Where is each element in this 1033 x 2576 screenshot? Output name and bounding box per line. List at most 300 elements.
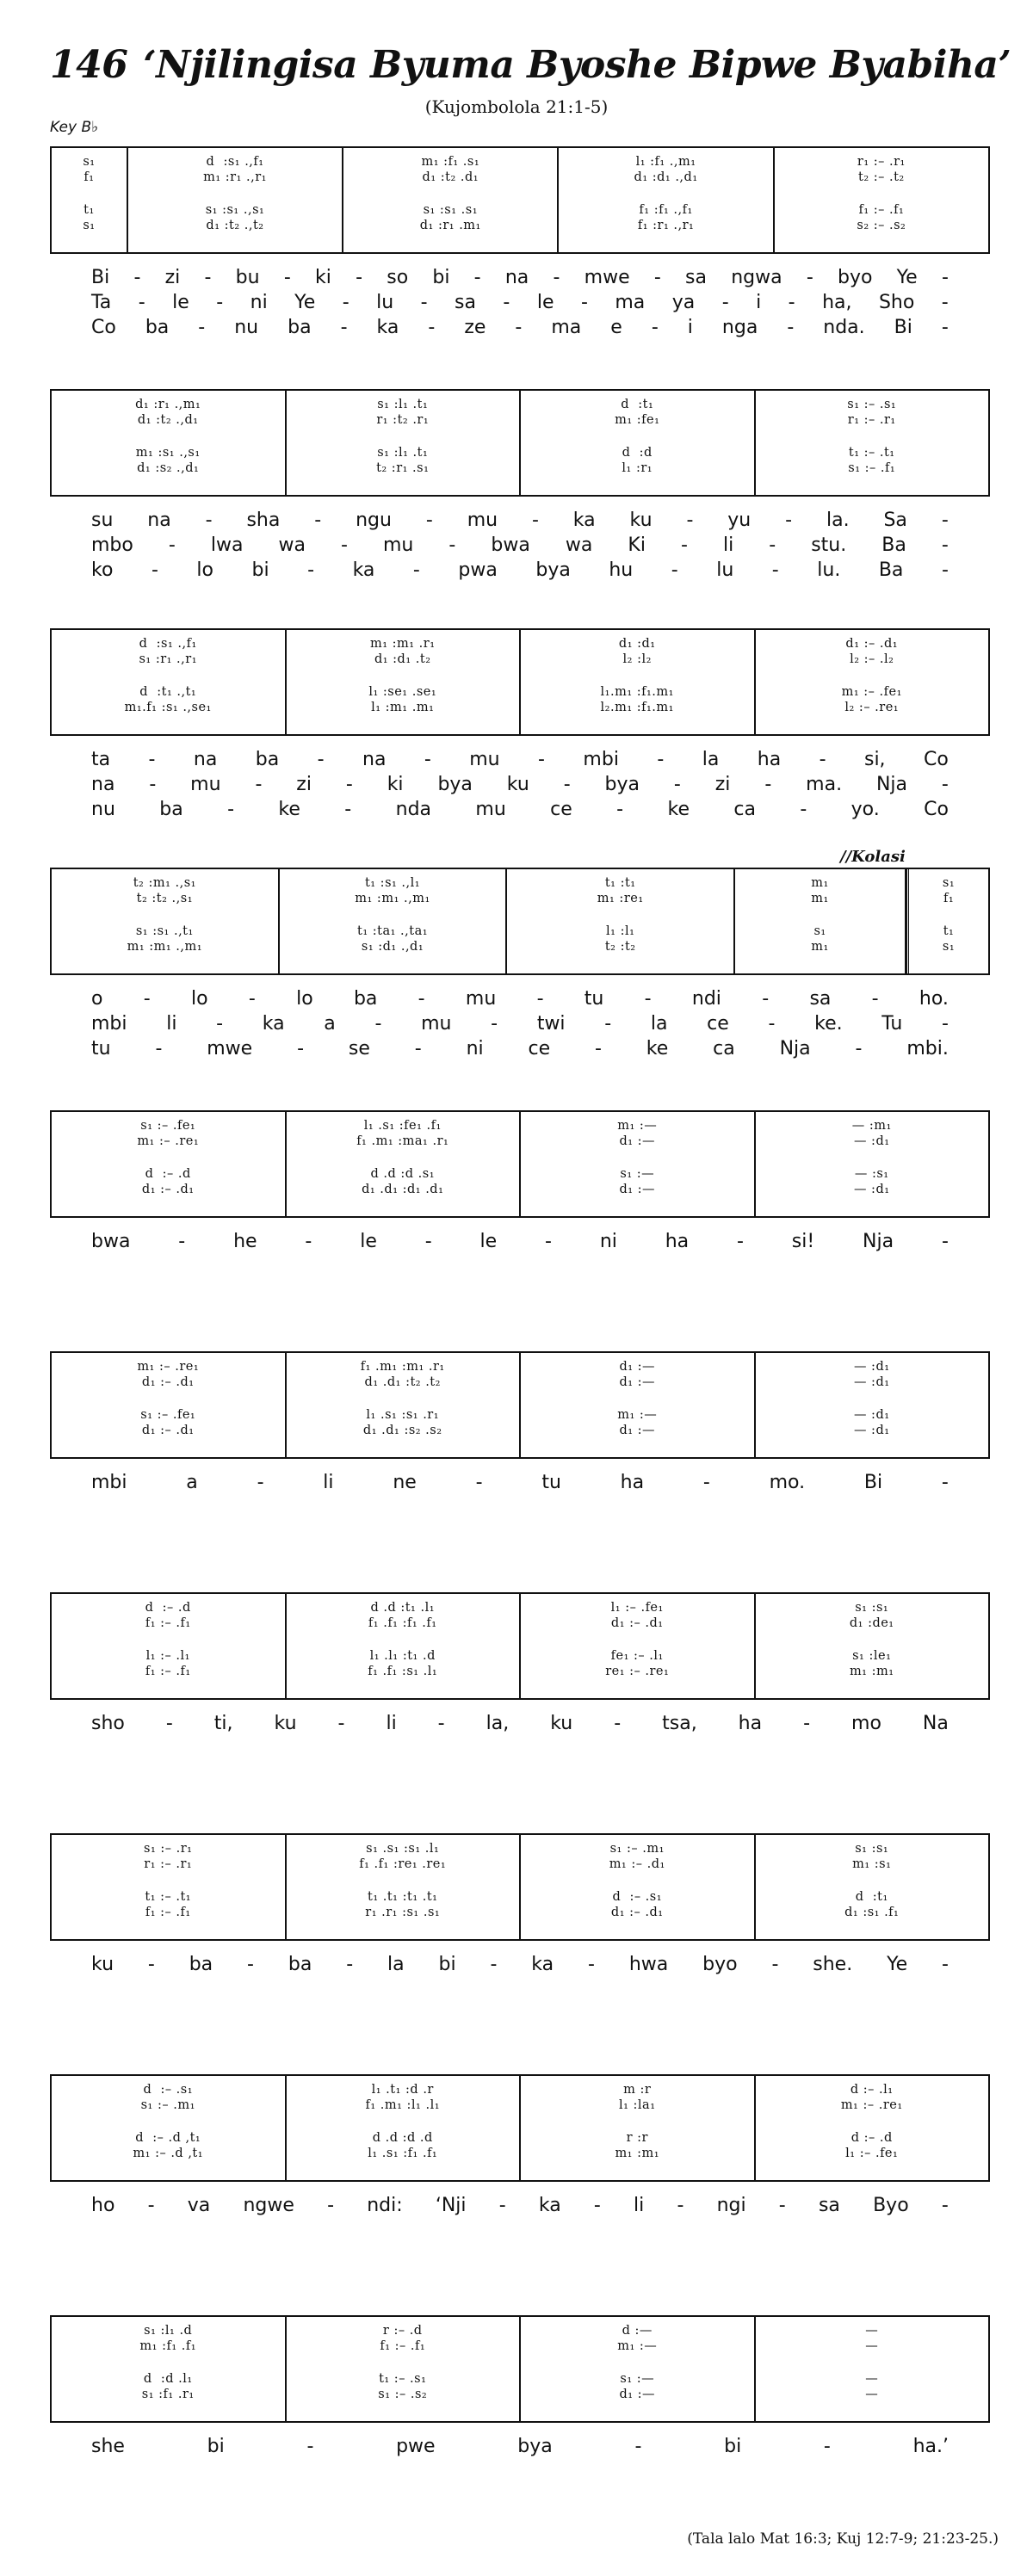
lyric-syllable: sha (246, 510, 281, 531)
solfa-part-line: d :– .l₁ (850, 2083, 894, 2097)
lyric-syllable: bi (438, 1954, 456, 1975)
lyric-syllable: - (345, 774, 353, 795)
solfa-part-line: m₁ :r₁ .,r₁ (203, 170, 267, 184)
solfa-part-line: s₁ (942, 940, 956, 954)
lyric-syllable: hu (609, 559, 634, 581)
lyric-syllable: lwa (210, 534, 244, 556)
lyric-syllable: Nja (779, 1038, 811, 1059)
solfa-part-line: s₁ :s₁ (855, 1842, 889, 1856)
lyric-syllable: va (187, 2195, 211, 2216)
lyric-syllable: - (490, 1954, 498, 1975)
measure (287, 630, 522, 734)
lyric-syllable: - (941, 317, 949, 338)
lyric-verse-line (50, 799, 990, 824)
solfa-part-line: — (865, 2388, 879, 2401)
lyric-syllable: ti, (213, 1713, 233, 1734)
solfa-part-line: d₁ :— (619, 1183, 656, 1196)
solfa-part-line: d₁ :– .d₁ (845, 637, 899, 651)
solfa-part-line: m₁ :f₁ .f₁ (139, 2339, 197, 2353)
lyric-syllable: - (255, 774, 263, 795)
lyric-syllable: byo (702, 1954, 738, 1975)
lyric-syllable: ya (671, 292, 696, 313)
lyric-syllable: - (475, 1472, 483, 1493)
solfa-part-line: t₁ :ta₁ .,ta₁ (357, 924, 429, 938)
scripture-reference: (Kujombolola 21:1-5) (424, 96, 609, 117)
lyric-syllable: ce (550, 799, 572, 820)
lyric-syllable: a (324, 1013, 336, 1035)
lyric-syllable: bwa (491, 534, 530, 556)
lyric-syllable: Co (91, 317, 116, 338)
lyric-syllable: mu (467, 510, 498, 531)
lyric-syllable: zi (164, 267, 181, 288)
solfa-part-line: l₁ :l₁ (606, 924, 635, 938)
solfa-part-line: d₁ :d₁ (618, 637, 656, 651)
solfa-part-line: m :r (623, 2083, 652, 2097)
solfa-part-line: t₁ :t₁ (604, 876, 636, 890)
solfa-part-line: m₁ :m₁ .,m₁ (355, 892, 430, 905)
solfa-part-line: l₁ .s₁ :s₁ .r₁ (366, 1408, 440, 1422)
solfa-part-line: s₁ :– .s₁ (847, 398, 897, 411)
solfa-part-line: m₁ :– .re₁ (137, 1360, 200, 1374)
lyric-verse-line (50, 1954, 990, 1979)
score-system (50, 1833, 990, 1941)
lyric-syllable: - (414, 1038, 422, 1059)
lyric-syllable: la, (486, 1713, 510, 1734)
lyric-syllable: - (942, 1013, 949, 1035)
solfa-part-line: f₁ :– .f₁ (145, 1616, 191, 1630)
solfa-part-line: d :d (622, 446, 653, 460)
lyric-syllable: ki (314, 267, 331, 288)
lyric-syllable: - (764, 774, 772, 795)
lyric-syllable: - (680, 534, 688, 556)
lyric-syllable: ba (255, 749, 280, 770)
solfa-part-line: s₁ :s₁ (855, 1601, 889, 1615)
solfa-part-line: m₁ :m₁ (849, 1665, 894, 1678)
lyric-syllable: ha (757, 749, 782, 770)
lyric-syllable: sa (809, 988, 832, 1010)
lyric-syllable: - (341, 534, 348, 556)
solfa-part-line: d₁ :s₂ .,d₁ (137, 461, 200, 475)
solfa-part-line: — :s₁ (854, 1167, 889, 1181)
solfa-part-line: d :– .d (851, 2131, 893, 2145)
measure (521, 1353, 756, 1457)
solfa-part-line: — :m₁ (851, 1119, 892, 1133)
solfa-part-line: l₁ :f₁ .,m₁ (635, 155, 696, 169)
lyric-syllable: he (233, 1231, 257, 1252)
solfa-part-line: s₁ :– .m₁ (140, 2098, 195, 2112)
lyric-syllable: ngwa (731, 267, 782, 288)
measure (559, 148, 774, 252)
lyric-syllable: ko (91, 559, 114, 581)
lyric-syllable: mu (421, 1013, 452, 1035)
lyric-syllable: - (942, 1954, 949, 1975)
lyric-syllable: - (941, 559, 949, 581)
lyric-syllable: - (653, 267, 661, 288)
lyric-verse-line (50, 534, 990, 559)
solfa-part-line: d₁ :– .d₁ (610, 1906, 664, 1919)
lyric-syllable: ba (353, 988, 378, 1010)
lyric-syllable: - (149, 774, 157, 795)
lyric-syllable: mo (851, 1713, 881, 1734)
lyric-syllable: mu (465, 988, 497, 1010)
score-system (50, 1592, 990, 1700)
solfa-part-line: f₁ :– .f₁ (380, 2339, 426, 2353)
lyric-syllable: su (91, 510, 114, 531)
measure (756, 2317, 989, 2421)
solfa-part-line: l₁ .s₁ :fe₁ .f₁ (363, 1119, 442, 1133)
measure (756, 1112, 989, 1216)
lyric-syllable: - (491, 1013, 498, 1035)
lyric-syllable: lo (196, 559, 213, 581)
lyric-syllable: - (327, 2195, 335, 2216)
lyric-syllable: Ki (628, 534, 646, 556)
lyric-syllable: twi (536, 1013, 566, 1035)
lyric-syllable: mbi (91, 1472, 127, 1493)
lyric-syllable: - (143, 988, 151, 1010)
lyric-syllable: Nja (863, 1231, 894, 1252)
hymn-title-line (50, 43, 1011, 87)
lyric-syllable: ce (707, 1013, 729, 1035)
solfa-part-line: d₁ :t₂ .d₁ (422, 170, 479, 184)
lyric-syllable: Sa (883, 510, 907, 531)
lyric-syllable: pwe (396, 2436, 436, 2457)
score-system (50, 1110, 990, 1218)
lyric-syllable: ba (159, 799, 183, 820)
lyrics-block (50, 2195, 990, 2220)
lyrics-block (50, 510, 990, 584)
score-system (50, 1351, 990, 1459)
lyric-syllable: - (778, 2195, 786, 2216)
solfa-part-line: f₁ .m₁ :l₁ .l₁ (365, 2098, 441, 2112)
solfa-part-line: r :– .d (382, 2324, 423, 2338)
lyric-syllable: la. (826, 510, 850, 531)
lyric-syllable: - (580, 292, 588, 313)
lyric-syllable: - (314, 510, 322, 531)
lyric-syllable: - (531, 510, 539, 531)
lyric-syllable: - (823, 2436, 831, 2457)
lyric-syllable: ca (713, 1038, 735, 1059)
lyric-syllable: ku (629, 510, 653, 531)
lyric-syllable: - (941, 292, 949, 313)
solfa-part-line: r :r (626, 2131, 648, 2145)
lyric-syllable: - (536, 988, 544, 1010)
lyric-syllable: le (536, 292, 554, 313)
solfa-part-line: f₁ :f₁ .,f₁ (639, 203, 693, 217)
solfa-part-line: l₁ :– .l₁ (145, 1649, 190, 1663)
lyric-syllable: - (788, 292, 795, 313)
lyric-verse-line (50, 988, 990, 1013)
lyric-syllable: - (855, 1038, 863, 1059)
lyric-syllable: Bi (894, 317, 912, 338)
solfa-part-line: s₁ :l₁ .t₁ (377, 446, 429, 460)
solfa-part-line: l₁ :r₁ (622, 461, 653, 475)
solfa-part-line: f₁ (84, 170, 95, 184)
lyric-syllable: - (671, 559, 678, 581)
solfa-part-line: t₂ :r₁ .s₁ (376, 461, 430, 475)
lyric-syllable: - (147, 1954, 155, 1975)
lyric-syllable: yu (727, 510, 752, 531)
lyric-syllable: Na (922, 1713, 949, 1734)
lyric-syllable: ha (738, 1713, 763, 1734)
solfa-part-line: r₁ :– .r₁ (144, 1857, 193, 1871)
solfa-part-line: m₁ :s₁ (852, 1857, 892, 1871)
lyric-syllable: - (374, 1013, 382, 1035)
solfa-part-line: s₁ :l₁ .t₁ (377, 398, 429, 411)
lyric-syllable: - (594, 1038, 602, 1059)
solfa-part-line: t₂ :m₁ .,s₁ (133, 876, 196, 890)
lyric-syllable: - (702, 1472, 710, 1493)
lyric-syllable: tu (541, 1472, 561, 1493)
solfa-part-line: — :d₁ (853, 1360, 890, 1374)
solfa-part-line: d₁ :— (619, 1360, 656, 1374)
lyric-syllable: - (769, 534, 776, 556)
measure (52, 630, 287, 734)
solfa-part-line: d :s₁ .,f₁ (206, 155, 264, 169)
solfa-part-line: fe₁ :– .l₁ (610, 1649, 664, 1663)
lyric-syllable: - (677, 2195, 684, 2216)
lyric-syllable: na (147, 510, 171, 531)
measure (52, 1594, 287, 1698)
lyric-syllable: li (634, 2195, 645, 2216)
lyric-syllable: - (307, 559, 315, 581)
lyric-syllable: ka (572, 510, 596, 531)
solfa-part-line: d :t₁ (855, 1890, 888, 1904)
solfa-part-line: f₁ :– .f₁ (145, 1906, 191, 1919)
lyric-syllable: - (673, 774, 681, 795)
lyric-syllable: - (737, 1231, 744, 1252)
lyrics-block (50, 267, 990, 342)
lyric-syllable: zi (714, 774, 731, 795)
solfa-part-line: t₁ :s₁ .,l₁ (364, 876, 421, 890)
solfa-part-line: r₁ .r₁ :s₁ .s₁ (365, 1906, 441, 1919)
lyric-syllable: - (941, 534, 949, 556)
lyric-syllable: ke (278, 799, 300, 820)
measure (280, 869, 508, 973)
solfa-part-line: m₁ (811, 892, 829, 905)
lyric-syllable: ta (91, 749, 111, 770)
footnote-reference: (Tala lalo Mat 16:3; Kuj 12:7-9; 21:23-25.) (687, 2530, 999, 2548)
lyric-verse-line (50, 2436, 990, 2461)
lyric-syllable: - (283, 267, 291, 288)
lyric-syllable: la (702, 749, 720, 770)
lyric-syllable: ka (262, 1013, 285, 1035)
solfa-part-line: s₂ :– .s₂ (857, 219, 906, 232)
lyric-syllable: lo (190, 988, 208, 1010)
lyric-syllable: mbi (583, 749, 619, 770)
solfa-part-line: l₁ :m₁ .m₁ (371, 701, 435, 714)
solfa-part-line: l₁.m₁ :f₁.m₁ (600, 685, 674, 699)
lyric-syllable: ka (352, 559, 375, 581)
measure (52, 2317, 287, 2421)
lyric-syllable: - (147, 2195, 155, 2216)
measure (507, 869, 735, 973)
lyric-syllable: Ta (91, 292, 112, 313)
lyric-syllable: - (616, 799, 624, 820)
measure (52, 391, 287, 495)
solfa-part-line: m₁ :fe₁ (615, 413, 660, 427)
lyric-syllable: mwe (207, 1038, 253, 1059)
solfa-part-line: d₁ :– .d₁ (610, 1616, 664, 1630)
solfa-part-line: f₁ .f₁ :f₁ .f₁ (368, 1616, 437, 1630)
lyric-syllable: le (172, 292, 189, 313)
lyric-syllable: si, (863, 749, 886, 770)
measure (52, 1353, 287, 1457)
lyric-syllable: - (871, 988, 879, 1010)
lyric-syllable: - (424, 1231, 432, 1252)
solfa-part-line: s₁ :s₁ .,t₁ (135, 924, 194, 938)
measure (521, 2317, 756, 2421)
lyric-syllable: nga (721, 317, 758, 338)
lyric-syllable: - (651, 317, 659, 338)
solfa-part-line: — (865, 2339, 879, 2353)
solfa-part-line: f₁ .m₁ :ma₁ .r₁ (356, 1134, 449, 1148)
lyrics-block (50, 749, 990, 824)
score-system (50, 2074, 990, 2182)
lyric-syllable: bu (235, 267, 260, 288)
solfa-part-line: d₁ :d₁ .t₂ (374, 652, 431, 666)
solfa-part-line: d :t₁ (621, 398, 654, 411)
chorus-mark: //Kolasi (840, 848, 906, 866)
lyric-syllable: na (91, 774, 115, 795)
lyric-syllable: - (205, 510, 213, 531)
lyric-syllable: - (819, 749, 826, 770)
lyric-syllable: - (342, 292, 349, 313)
solfa-part-line: m₁ :– .fe₁ (841, 685, 902, 699)
lyric-syllable: - (941, 267, 949, 288)
lyric-syllable: ni (466, 1038, 484, 1059)
solfa-part-line: m₁ :re₁ (597, 892, 644, 905)
lyric-syllable: - (247, 1954, 254, 1975)
lyric-syllable: mu (383, 534, 414, 556)
lyric-verse-line (50, 1231, 990, 1256)
solfa-part-line: d :– .d (145, 1167, 191, 1181)
lyric-syllable: - (227, 799, 235, 820)
lyric-syllable: - (538, 749, 545, 770)
solfa-part-line: l₂ :– .l₂ (850, 652, 894, 666)
lyric-syllable: tsa, (662, 1713, 697, 1734)
solfa-part-line: d .d :d .d (372, 2131, 433, 2145)
lyric-syllable: tu (584, 988, 604, 1010)
solfa-part-line: s₁ :r₁ .,r₁ (139, 652, 198, 666)
lyric-verse-line (50, 510, 990, 534)
lyric-syllable: le (479, 1231, 498, 1252)
lyric-syllable: - (941, 1231, 949, 1252)
solfa-part-line: d :– .s₁ (612, 1890, 663, 1904)
lyric-syllable: ku (274, 1713, 297, 1734)
solfa-part-line: s₁ :le₁ (852, 1649, 892, 1663)
lyric-syllable: - (941, 1472, 949, 1493)
lyric-syllable: Bi (863, 1472, 883, 1493)
solfa-part-line: d :d .l₁ (143, 2372, 193, 2386)
lyric-syllable: ho (91, 2195, 115, 2216)
lyric-syllable: ku (550, 1713, 573, 1734)
lyric-syllable: - (165, 1713, 173, 1734)
lyric-syllable: na (193, 749, 218, 770)
solfa-part-line: m₁ (811, 876, 829, 890)
lyric-syllable: na (504, 267, 529, 288)
measure (906, 869, 988, 973)
solfa-part-line: r₁ :t₂ .r₁ (376, 413, 430, 427)
key-signature: Key B♭ (50, 119, 99, 136)
solfa-part-line: d₁ :de₁ (849, 1616, 894, 1630)
lyric-syllable: bi (251, 559, 269, 581)
solfa-part-line: l₂ :– .re₁ (844, 701, 900, 714)
lyric-syllable: bi (207, 2436, 225, 2457)
solfa-part-line: — :d₁ (853, 1375, 890, 1389)
solfa-part-line: l₁ :la₁ (618, 2098, 656, 2112)
lyric-verse-line (50, 559, 990, 584)
lyric-syllable: lu (716, 559, 734, 581)
lyrics-block (50, 1954, 990, 1979)
lyric-syllable: tu (91, 1038, 111, 1059)
solfa-part-line: re₁ :– .re₁ (605, 1665, 670, 1678)
measure (521, 630, 756, 734)
lyric-syllable: - (344, 799, 352, 820)
lyric-syllable: lo (296, 988, 313, 1010)
solfa-part-line: d₁ :t₂ .,t₂ (206, 219, 264, 232)
lyric-syllable: ngwe (243, 2195, 294, 2216)
lyrics-block (50, 988, 990, 1063)
lyric-syllable: - (340, 317, 348, 338)
lyric-syllable: nda. (823, 317, 865, 338)
solfa-part-line: t₁ (84, 203, 95, 217)
measure (756, 630, 989, 734)
lyric-syllable: Tu (881, 1013, 903, 1035)
lyric-syllable: - (588, 1954, 595, 1975)
solfa-part-line: l₂ :l₂ (622, 652, 652, 666)
lyric-syllable: - (356, 267, 363, 288)
lyric-syllable: wa (278, 534, 306, 556)
lyric-syllable: i (756, 292, 762, 313)
lyric-syllable: - (771, 1954, 779, 1975)
lyric-verse-line (50, 2195, 990, 2220)
lyric-verse-line (50, 749, 990, 774)
measure (52, 1835, 287, 1939)
lyric-syllable: - (604, 1013, 612, 1035)
solfa-part-line: — (865, 2372, 879, 2386)
lyric-syllable: mu (475, 799, 506, 820)
solfa-part-line: s₁ :s₁ .s₁ (423, 203, 479, 217)
lyric-syllable: sa (455, 292, 476, 313)
lyric-syllable: nda (395, 799, 432, 820)
lyric-syllable: - (216, 292, 224, 313)
lyric-syllable: Ye (896, 267, 918, 288)
score-system (50, 628, 990, 736)
solfa-part-line: s₁ :– .fe₁ (140, 1119, 196, 1133)
lyric-syllable: - (204, 267, 212, 288)
lyric-syllable: ha (665, 1231, 690, 1252)
lyric-syllable: - (428, 317, 436, 338)
solfa-part-line: f₁ :– .f₁ (858, 203, 905, 217)
solfa-part-line: r₁ :– .r₁ (857, 155, 906, 169)
measure (52, 148, 128, 252)
lyric-syllable: ngi (716, 2195, 746, 2216)
lyric-syllable: ba (189, 1954, 213, 1975)
measure (521, 1594, 756, 1698)
solfa-part-line: l₂.m₁ :f₁.m₁ (600, 701, 674, 714)
solfa-part-line: s₁ (813, 924, 826, 938)
solfa-part-line: t₁ :– .t₁ (145, 1890, 192, 1904)
lyric-syllable: lu (376, 292, 394, 313)
solfa-part-line: d :s₁ .,f₁ (139, 637, 197, 651)
solfa-part-line: s₁ :d₁ .,d₁ (361, 940, 424, 954)
measure (287, 1353, 522, 1457)
score-system (50, 2315, 990, 2423)
solfa-part-line: s₁ :– .m₁ (609, 1842, 665, 1856)
solfa-part-line: d₁ :s₁ .f₁ (844, 1906, 900, 1919)
lyric-syllable: - (806, 267, 813, 288)
lyric-syllable: - (248, 988, 256, 1010)
